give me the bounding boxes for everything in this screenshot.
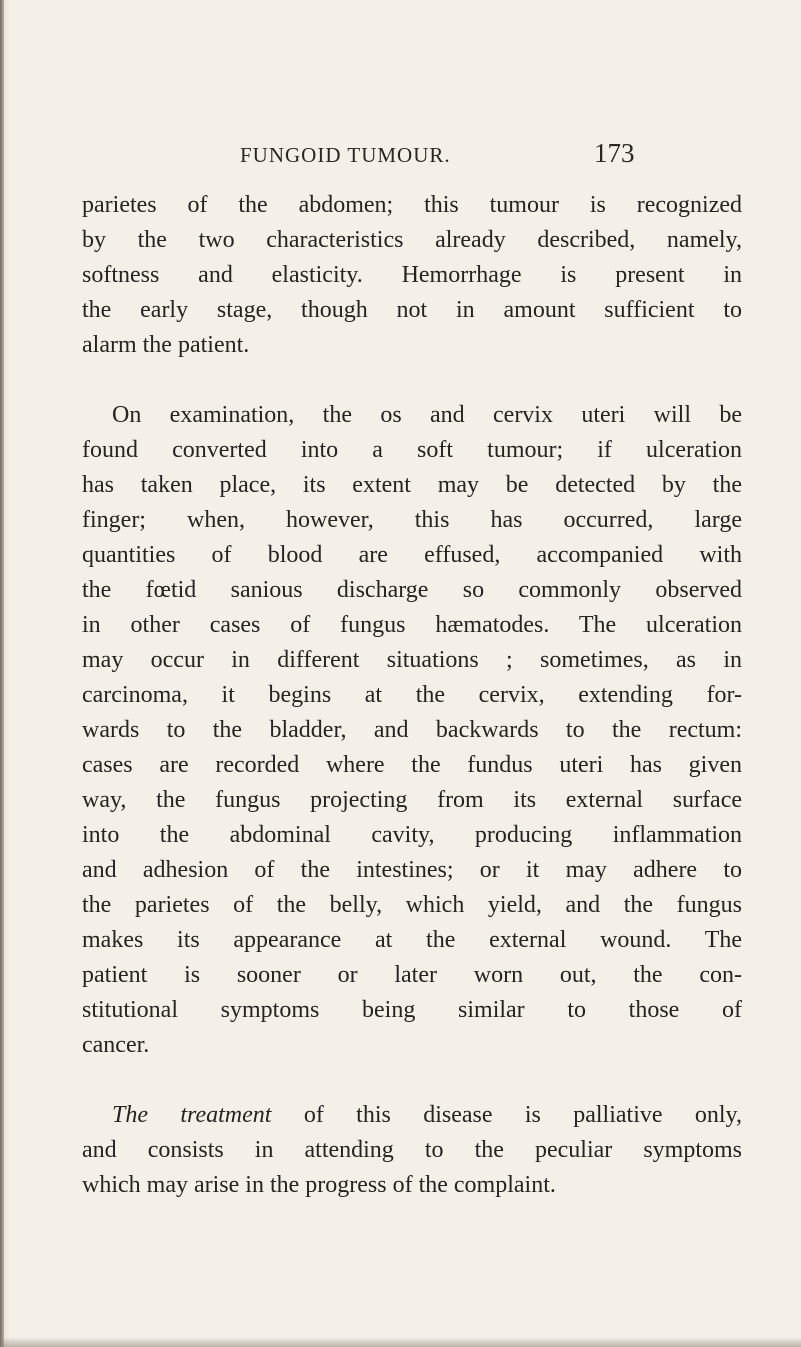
page-binding-edge bbox=[0, 0, 4, 1347]
text-line: found converted into a soft tumour; if ulceration bbox=[82, 437, 742, 463]
text-line: by the two characteristics already described, namely, bbox=[82, 227, 742, 253]
text-line: patient is sooner or later worn out, the con- bbox=[82, 962, 742, 988]
text-line: the parietes of the belly, which yield, and the fungus bbox=[82, 892, 742, 918]
text-line: in other cases of fungus hæmatodes. The ulceration bbox=[82, 612, 742, 638]
text-line: makes its appearance at the external wound. The bbox=[82, 927, 742, 953]
text-line: has taken place, its extent may be detected by the bbox=[82, 472, 742, 498]
text-line: stitutional symptoms being similar to those of bbox=[82, 997, 742, 1023]
italic-lead: The treatment bbox=[112, 1102, 272, 1128]
body-text bbox=[82, 188, 742, 1203]
text-line: finger; when, however, this has occurred, large bbox=[82, 507, 742, 533]
text-line: cases are recorded where the fundus uteri has given bbox=[82, 752, 742, 778]
text-line bbox=[82, 1098, 742, 1133]
paragraph-gap bbox=[82, 363, 742, 398]
page-number: 173 bbox=[594, 138, 635, 168]
paragraph-gap bbox=[82, 1063, 742, 1098]
text-line: On examination, the os and cervix uteri will be bbox=[112, 402, 742, 428]
text-line: alarm the patient. bbox=[82, 332, 250, 358]
text-line: softness and elasticity. Hemorrhage is present in bbox=[82, 262, 742, 288]
page-bottom-shadow bbox=[0, 1337, 801, 1347]
running-head: FUNGOID TUMOUR. bbox=[240, 143, 451, 167]
text-line: and adhesion of the intestines; or it may adhere to bbox=[82, 857, 742, 883]
text-line: carcinoma, it begins at the cervix, extending for- bbox=[82, 682, 742, 708]
text-line: the early stage, though not in amount sufficient to bbox=[82, 297, 742, 323]
text-line: quantities of blood are effused, accompanied with bbox=[82, 542, 742, 568]
text-line-rest: of this disease is palliative only, bbox=[271, 1102, 742, 1128]
text-line: cancer. bbox=[82, 1032, 150, 1058]
text-line: way, the fungus projecting from its external surface bbox=[82, 787, 742, 813]
text-line: which may arise in the progress of the complaint. bbox=[82, 1172, 556, 1198]
text-line: into the abdominal cavity, producing inflammation bbox=[82, 822, 742, 848]
text-line: wards to the bladder, and backwards to the rectum: bbox=[82, 717, 742, 743]
text-line: and consists in attending to the peculiar symptoms bbox=[82, 1137, 742, 1163]
text-line: the fœtid sanious discharge so commonly observed bbox=[82, 577, 742, 603]
text-line: may occur in different situations ; sometimes, as in bbox=[82, 647, 742, 673]
text-line: parietes of the abdomen; this tumour is recognized bbox=[82, 192, 742, 218]
